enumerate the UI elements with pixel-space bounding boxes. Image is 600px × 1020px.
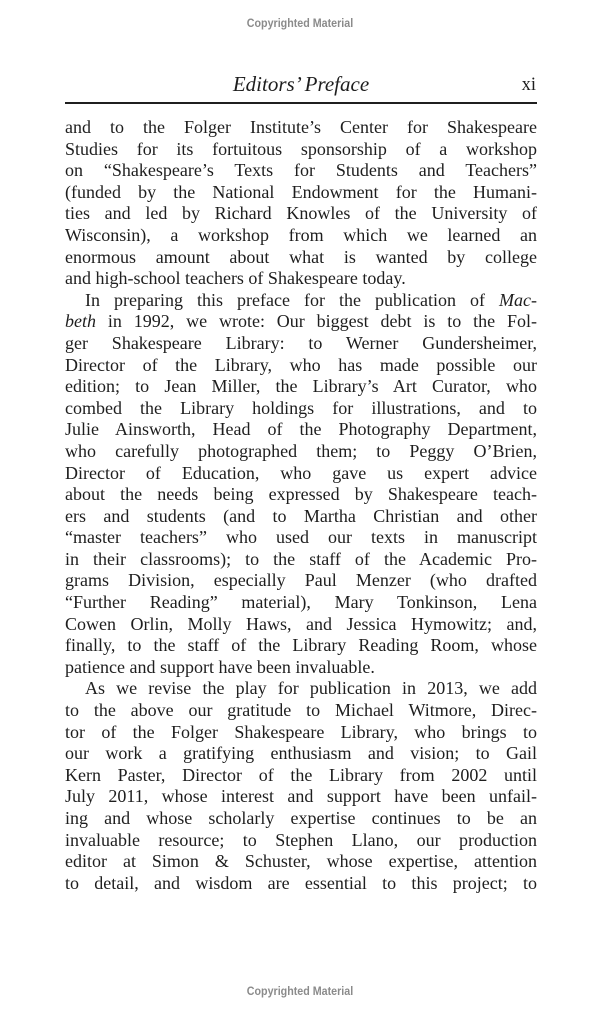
text-line (65, 549, 537, 571)
page-number: xi (521, 75, 536, 95)
text-segment: tor of the Folger Shakespeare Library, who brings to (65, 721, 537, 742)
text-segment: grams Division, especially Paul Menzer (who drafted (65, 570, 537, 591)
text-segment: Director of Education, who gave us expert advice (65, 462, 537, 483)
text-line (65, 830, 537, 852)
text-line (65, 182, 537, 204)
text-segment: patience and support have been invaluable. (65, 656, 375, 677)
text-segment: Director of the Library, who has made possible our (65, 354, 537, 375)
text-segment: our work a gratifying enthusiasm and vision; to Gail (65, 743, 537, 764)
text-segment: Studies for its fortuitous sponsorship of a workshop (65, 138, 537, 159)
italic-text-segment: beth (65, 311, 96, 332)
text-segment: “Further Reading” material), Mary Tonkinson, Lena (65, 592, 537, 613)
paragraph (65, 678, 537, 894)
page-title: Editors’ Preface (232, 72, 370, 96)
text-segment: and high-school teachers of Shakespeare today. (65, 268, 406, 289)
text-segment: ger Shakespeare Library: to Werner Gundersheimer, (65, 332, 537, 353)
text-line (65, 398, 537, 420)
text-line (65, 743, 537, 765)
text-segment: who carefully photographed them; to Peggy O’Brien, (65, 440, 537, 461)
text-line (65, 419, 537, 441)
text-line (65, 376, 537, 398)
text-segment: Wisconsin), a workshop from which we learned an (65, 224, 537, 245)
text-line (65, 290, 537, 312)
text-line (65, 225, 537, 247)
text-line (65, 355, 537, 377)
text-line (65, 203, 537, 225)
text-segment: Cowen Orlin, Molly Haws, and Jessica Hymowitz; and, (65, 613, 537, 634)
text-line (65, 722, 537, 744)
text-line (65, 678, 537, 700)
text-line (65, 463, 537, 485)
text-line (65, 139, 537, 161)
running-header (65, 64, 537, 104)
text-segment: “master teachers” who used our texts in manuscript (65, 527, 537, 548)
text-line (65, 808, 537, 830)
text-line (65, 333, 537, 355)
text-segment: on “Shakespeare’s Texts for Students and Teachers” (65, 160, 537, 181)
text-segment: Julie Ainsworth, Head of the Photography Department, (65, 419, 537, 440)
paragraph (65, 117, 537, 290)
text-line (65, 311, 537, 333)
text-line (65, 268, 537, 290)
text-line (65, 570, 537, 592)
text-line (65, 441, 537, 463)
text-line (65, 614, 537, 636)
text-segment: combed the Library holdings for illustrations, and to (65, 397, 537, 418)
text-segment: ing and whose scholarly expertise continues to be an (65, 808, 537, 828)
text-segment: to detail, and wisdom are essential to this project; to (65, 872, 537, 893)
text-segment: about the needs being expressed by Shakespeare teach- (65, 484, 537, 505)
text-segment: ties and led by Richard Knowles of the University of (65, 203, 537, 224)
text-segment: ers and students (and to Martha Christian and other (65, 505, 537, 526)
text-segment: in their classrooms); to the staff of the Academic Pro- (65, 548, 537, 569)
paragraph (65, 290, 537, 679)
text-segment: Kern Paster, Director of the Library from 2002 until (65, 764, 537, 785)
text-line (65, 592, 537, 614)
text-line (65, 160, 537, 182)
text-segment: editor at Simon & Schuster, whose expertise, attention (65, 851, 537, 872)
text-segment: edition; to Jean Miller, the Library’s Art Curator, who (65, 376, 537, 397)
text-line (65, 635, 537, 657)
text-segment: in 1992, we wrote: Our biggest debt is to the Fol- (96, 311, 537, 332)
copyright-watermark-bottom: Copyrighted Material (246, 986, 354, 998)
text-line (65, 786, 537, 808)
text-line (65, 484, 537, 506)
text-segment: enormous amount about what is wanted by college (65, 246, 537, 267)
text-segment: invaluable resource; to Stephen Llano, our production (65, 829, 537, 850)
text-line (65, 700, 537, 722)
text-segment: In preparing this preface for the publication of (85, 289, 500, 310)
text-line (65, 851, 537, 873)
text-segment: July 2011, whose interest and support have been unfail- (65, 786, 537, 807)
text-line (65, 527, 537, 549)
text-line (65, 506, 537, 528)
text-segment: As we revise the play for publication in 2013, we add (85, 678, 537, 699)
text-line (65, 657, 537, 679)
text-segment: (funded by the National Endowment for the Humani- (65, 181, 537, 202)
text-line (65, 247, 537, 269)
body-text (65, 117, 537, 894)
copyright-watermark-top: Copyrighted Material (246, 18, 354, 30)
text-line (65, 765, 537, 787)
text-segment: to the above our gratitude to Michael Witmore, Direc- (65, 700, 537, 721)
text-line (65, 117, 537, 139)
text-segment: finally, to the staff of the Library Reading Room, whose (65, 635, 537, 656)
text-segment: and to the Folger Institute’s Center for Shakespeare (65, 117, 537, 137)
text-line (65, 873, 537, 895)
italic-text-segment: Mac- (499, 289, 537, 310)
